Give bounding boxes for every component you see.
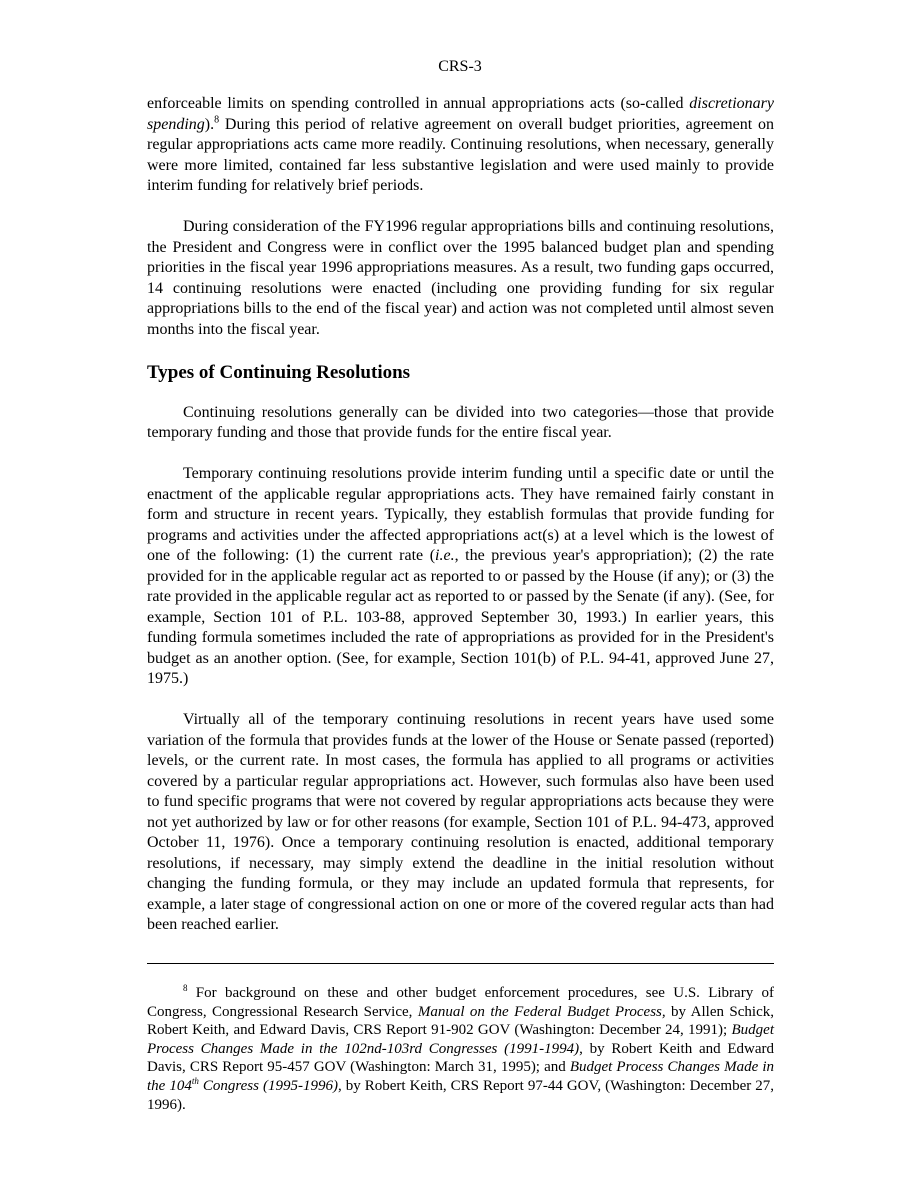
paragraph-3: Continuing resolutions generally can be divided into two categories—those that provide temporary funding and those that provide funds for the entire fiscal year. (147, 403, 774, 441)
footnote-8 (147, 984, 774, 1114)
p1-text-3: During this period of relative agreement on overall budget priorities, agreement on regular appropriations acts came more readily. Continuing resolutions, when necessary, generally were more limited, contained far less substantive legislation and were used mainly to provide interim funding for relatively brief periods. (147, 115, 774, 194)
fn-title-manual: Manual on the Federal Budget Process, (417, 1003, 666, 1020)
paragraph-1 (147, 94, 774, 197)
fn-text-3: , by Robert Keith and Edward Davis, CRS Report 95-457 GOV (Washington: March 31, 1995); and (147, 1040, 774, 1076)
paragraph-2: During consideration of the FY1996 regular appropriations bills and continuing resolutions, the President and Congress were in conflict over the 1995 balanced budget plan and spending priorities in the fiscal year 1996 appropriations measures. As a result, two funding gaps occurred, 14 continuing resolutions were enacted (including one providing funding for six regular appropriations bills to the end of the fiscal year) and action was not completed until almost seven months into the fiscal year. (147, 218, 774, 338)
footnote-ref-8[interactable]: 8 (214, 114, 220, 126)
p4-italic-ie: i.e. (435, 547, 455, 564)
p1-italic-term: discretionary spending (147, 95, 774, 133)
p4-text-2: , the previous year's appropriation); (2) the rate provided for in the applicable regular act as reported to or passed by the House (if any); or (3) the rate provided in the applicable regular act as reported to or passed by the Senate (if any). (See, for example, Section 101 of P.L. 103-88, approved September 30, 1993.) In earlier years, this funding formula sometimes included the rate of appropriations as provided for in the President's budget as an another option. (See, for example, Section 101(b) of P.L. 94-41, approved June 27, 1975.) (147, 547, 775, 687)
p4-text-1: Temporary continuing resolutions provide interim funding until a specific date or until the enactment of the applicable regular appropriations acts. They have remained fairly constant in form and structure in recent years. Typically, they establish formulas that provide funding for programs and activities under the affected appropriations act(s) at a level which is the lowest of one of the following: (1) the current rate ( (147, 465, 774, 564)
fn-text-2: by Allen Schick, Robert Keith, and Edward Davis, CRS Report 91-902 GOV (Washington: December 24, 1991); (147, 1003, 774, 1039)
fn-title-102-103: Budget Process Changes Made in the 102nd-103rd Congresses (1991-1994) (147, 1022, 774, 1057)
p1-text-2: ). (204, 115, 215, 133)
fn-title-104-part-2: Congress (1995-1996) (198, 1077, 338, 1094)
fn-text-4: , by Robert Keith, CRS Report 97-44 GOV, (Washington: December 27, 1996). (147, 1077, 775, 1113)
paragraph-4 (147, 464, 774, 690)
footnote-divider (147, 963, 774, 964)
footnote-number: 8 (183, 983, 188, 993)
fn-text-1: For background on these and other budget enforcement procedures, see U.S. Library of Congress, Congressional Research Service, (147, 985, 774, 1020)
paragraph-5: Virtually all of the temporary continuing resolutions in recent years have used some variation of the formula that provides funds at the lower of the House or Senate passed (reported) levels, or the current rate. In most cases, the formula has applied to all programs or activities covered by a particular regular appropriations act. However, such formulas also have been used to fund specific programs that were not covered by regular appropriations acts because they were not yet authorized by law or for other reasons (for example, Section 101 of P.L. 94-473, approved October 11, 1976). Once a temporary continuing resolution is enacted, additional temporary resolutions, if necessary, may simply extend the deadline in the initial resolution without changing the funding formula, or they may include an updated formula that represents, for example, a later stage of congressional action on one or more of the covered regular acts than had been reached earlier. (147, 711, 774, 933)
fn-title-104-superscript: th (191, 1075, 199, 1086)
section-heading: Types of Continuing Resolutions (147, 361, 411, 383)
body-text (147, 94, 774, 956)
fn-title-104-part-1: Budget Process Changes Made in the 104 (147, 1059, 774, 1094)
page-header: CRS-3 (438, 58, 482, 75)
p1-text-1: enforceable limits on spending controlled in annual appropriations acts (so-called (147, 95, 690, 112)
